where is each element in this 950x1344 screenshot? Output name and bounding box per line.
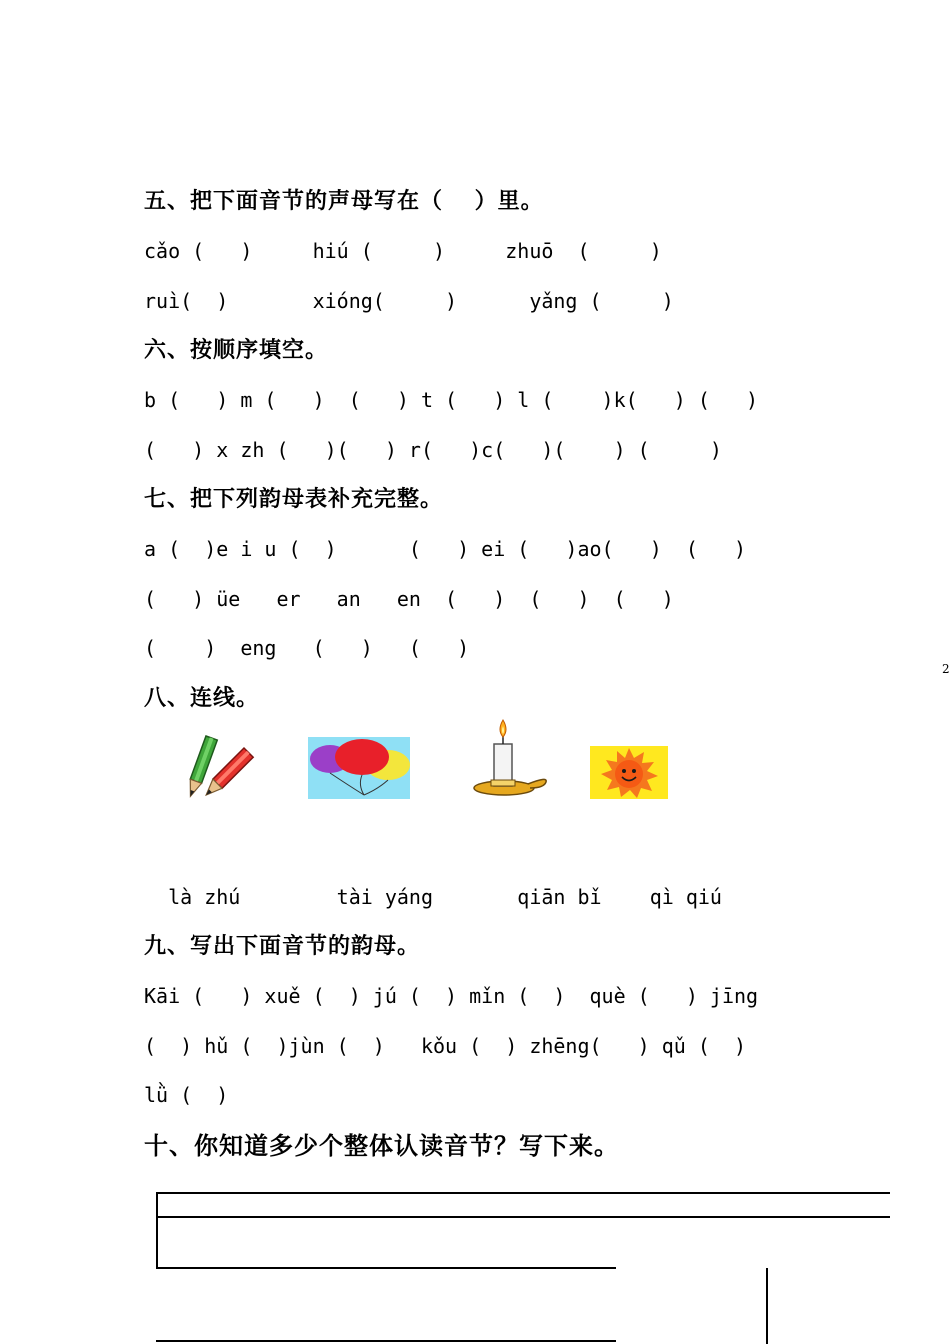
section6-heading: 六、按顺序填空。 <box>144 337 329 363</box>
section9-row-3: lǜ ( ) <box>144 1083 229 1107</box>
section7-heading: 七、把下列韵母表补充完整。 <box>144 486 444 512</box>
writing-line-4 <box>156 1340 616 1342</box>
section5-heading: 五、把下面音节的声母写在（ ）里。 <box>144 188 544 214</box>
page-number: 2 <box>942 662 950 676</box>
section5-row-1: cǎo ( ) hiú ( ) zhuō ( ) <box>144 239 662 263</box>
section6-row-1: b ( ) m ( ) ( ) t ( ) l ( )k( ) ( ) <box>144 388 759 412</box>
section7-row-1: a ( )e i u ( ) ( ) ei ( )ao( ) ( ) <box>144 537 747 561</box>
writing-box-left-edge <box>156 1192 158 1268</box>
section7-row-2: ( ) üe er an en ( ) ( ) ( ) <box>144 587 674 611</box>
candle-icon <box>472 718 552 798</box>
section8-pinyin-words: là zhú tài yáng qiān bǐ qì qiú <box>144 885 722 909</box>
section7-row-3: ( ) eng ( ) ( ) <box>144 636 470 660</box>
pencils-icon <box>176 732 258 802</box>
balloons-icon <box>308 737 410 799</box>
section8-heading: 八、连线。 <box>144 685 260 711</box>
section9-row-1: Kāi ( ) xuě ( ) jú ( ) mǐn ( ) què ( ) jīng <box>144 984 759 1008</box>
section9-heading: 九、写出下面音节的韵母。 <box>144 933 421 959</box>
section6-row-2: ( ) x zh ( )( ) r( )c( )( ) ( ) <box>144 438 722 462</box>
section10-heading: 十、你知道多少个整体认读音节？写下来。 <box>144 1131 619 1160</box>
writing-line-1 <box>156 1192 890 1194</box>
writing-box-divider <box>766 1268 768 1344</box>
writing-line-2 <box>156 1216 890 1218</box>
writing-line-3 <box>156 1267 616 1269</box>
sun-icon <box>590 746 668 799</box>
section9-row-2: ( ) hǔ ( )jùn ( ) kǒu ( ) zhēng( ) qǔ ( ) <box>144 1034 747 1058</box>
section5-row-2: ruì( ) xióng( ) yǎng ( ) <box>144 289 674 313</box>
